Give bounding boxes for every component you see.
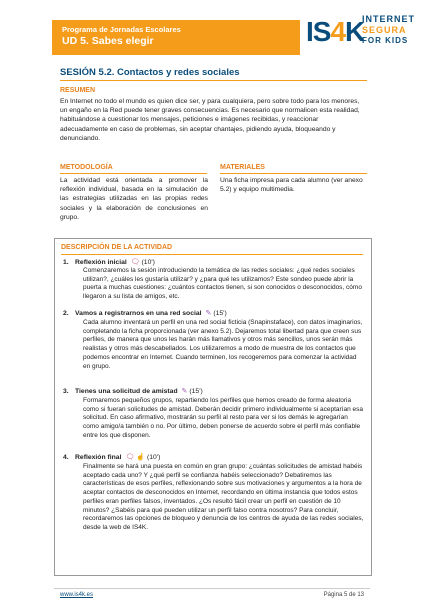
logo-mark: IS4K (306, 16, 365, 47)
step-time: (10') (146, 454, 161, 461)
speech-icon: 🗨 (125, 454, 135, 461)
step-number: 4. (63, 454, 69, 461)
metodologia-divider (60, 173, 207, 174)
activity-box (54, 238, 372, 576)
hand-icon: ☝ (136, 454, 145, 461)
materiales-label: MATERIALES (220, 164, 265, 171)
step-title: Vamos a registrarnos en una red social (75, 310, 202, 317)
is4k-logo (306, 6, 418, 52)
footer-divider (54, 588, 370, 589)
activity-divider (61, 254, 363, 255)
activity-step-2-text: Cada alumno inventará un perfil en una red social ficticia (Snapinstaface), con datos imaginarios, completando la ficha proporcionada (ver anexo 5.2). Dejaremos total libertad para que creen sus perfiles, de manera que unos les harán más llamativos y otros más sencillos, unos serán más realistas y otros más descabellados. Los utilizaremos a modo de muestra de los contactos que podemos encontrar en Internet. Cuando terminen, los recogeremos para comenzar la actividad en grupo. (83, 319, 363, 370)
step-number: 1. (63, 259, 69, 266)
step-number: 2. (63, 310, 69, 317)
activity-step-3-heading (63, 387, 203, 395)
metodologia-text: La actividad está orientada a promover la reflexión individual, basada en la simulación de las estrategias utilizadas en las propias redes sociales y la elaboración de conclusiones en grupo. (60, 177, 208, 221)
step-title: Tienes una solicitud de amistad (75, 388, 178, 395)
step-number: 3. (63, 388, 69, 395)
page-header (0, 0, 424, 56)
activity-step-4-heading (63, 453, 160, 461)
resumen-text: En Internet no todo el mundo es quien dice ser, y para cualquiera, pero sobre todo para los menores, un engaño en la Red puede tener graves consecuencias. Es necesario que normalicen esta realidad, habituándose a cuestionar los mensajes, peticiones e imágenes recibidas, y reaccionar adecuadamente en caso de problemas, sin aceptar chantajes, pidiendo ayuda, bloqueando y denunciando. (60, 98, 360, 142)
activity-label: DESCRIPCIÓN DE LA ACTIVIDAD (61, 244, 173, 251)
section-divider (60, 80, 367, 81)
activity-step-2-heading (63, 309, 227, 317)
speech-icon: 🗨 (130, 259, 140, 266)
materiales-text: Una ficha impresa para cada alumno (ver anexo 5.2) y equipo multimedia. (220, 177, 363, 194)
activity-step-3-text: Formaremos pequeños grupos, repartiendo los perfiles que hemos creado de forma aleatoria como si fueran solicitudes de amistad. Deberán decidir primero individualmente si aceptarían esa solicitud. En caso afirmativo, mostrarán su perfil al resto para ver si los demás le agregarían como amigo/a también o no. Por último, deben ponerse de acuerdo sobre el perfil más confiable entre los que disponen. (83, 397, 364, 439)
step-title: Reflexión final (75, 454, 122, 461)
step-time: (15') (189, 388, 203, 395)
resumen-label: RESUMEN (60, 87, 96, 94)
footer-page-number: Página 5 de 13 (323, 592, 364, 598)
header-title: UD 5. Sabes elegir (62, 35, 154, 47)
metodologia-label: METODOLOGÍA (60, 164, 113, 171)
pen-icon: ✎ (205, 310, 212, 317)
activity-step-1-text: Comenzaremos la sesión introduciendo la temática de las redes sociales: ¿qué redes sociales utilizan?, ¿cuáles les gustaría utilizar? y ¿para qué les utilizamos? Este sondeo puede abrir la puerta a muchas cuestiones: ¿cuántos contactos tienen, si son conocidos o desconocidos, cómo llegaron a su lista de amigos, etc. (83, 267, 362, 301)
header-subtitle: Programa de Jornadas Escolares (62, 25, 181, 34)
step-time: (15') (213, 310, 227, 317)
pen-icon: ✎ (181, 388, 188, 395)
logo-line-2: SEGURA (362, 25, 407, 35)
logo-line-1: INTERNET (362, 14, 415, 24)
logo-line-3: FOR KIDS (362, 36, 409, 45)
footer-url-link[interactable]: www.is4k.es (60, 592, 94, 598)
step-title: Reflexión inicial (75, 259, 127, 266)
materiales-divider (220, 173, 367, 174)
activity-step-4-text: Finalmente se hará una puesta en común en gran grupo: ¿cuántas solicitudes de amistad habéis aceptado cada uno? Y ¿qué perfil se confianza habéis seleccionado? Debatiremos las características de esos perfiles, reflexionando sobre sus motivaciones y argumentos a la hora de aceptar contactos de desconocidos en Internet, recordando en última instancia que todos estos perfiles eran perfiles falsos, inventados. ¿Os resultó fácil crear un perfil en cuestión de 10 minutos? ¿Sabéis para qué pueden utilizar un perfil falso contra nosotros? Para concluir, recordaremos las opciones de bloqueo y denuncia de los centros de ayuda de las redes sociales, desde la web de IS4K. (83, 463, 364, 531)
section-title: SESIÓN 5.2. Contactos y redes sociales (60, 67, 240, 78)
step-time: (10') (141, 259, 155, 266)
activity-step-1-heading (63, 258, 155, 266)
